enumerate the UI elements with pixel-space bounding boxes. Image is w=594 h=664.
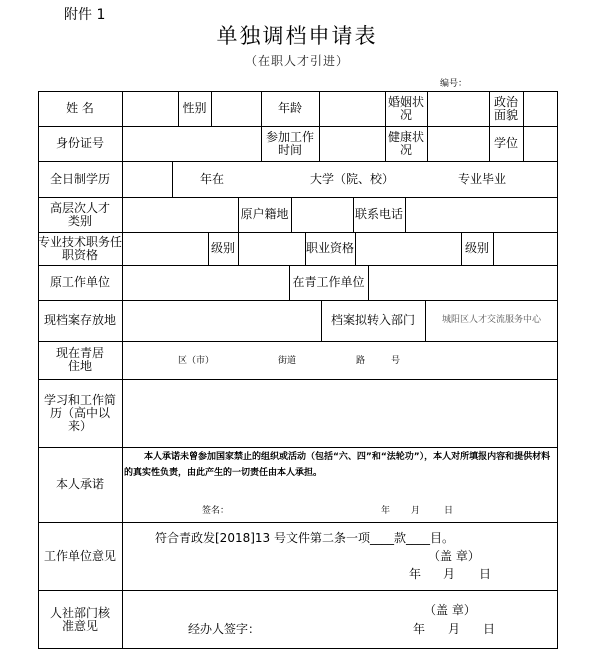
hr-month: 月 <box>448 622 461 636</box>
address-road-text: 路 <box>356 356 366 366</box>
label-tech-title: 专业技术职务任职资格 <box>38 234 123 262</box>
label-transfer-department: 档案拟转入部门 <box>330 313 415 327</box>
label-qingdao-work-unit: 在青工作单位 <box>292 275 365 289</box>
unit-year: 年 <box>409 567 422 581</box>
label-qingdao-residence: 现在青居住地 <box>55 346 104 373</box>
pledge-day: 日 <box>444 506 454 516</box>
label-political-status: 政治面貌 <box>493 94 518 122</box>
form-subtitle: （在职人才引进） <box>244 54 349 68</box>
label-age: 年龄 <box>277 101 302 115</box>
label-gender: 性别 <box>182 101 207 115</box>
label-id-number: 身份证号 <box>55 136 104 150</box>
label-original-work-unit: 原工作单位 <box>49 275 110 289</box>
attachment-label: 附件 1 <box>64 7 106 23</box>
label-work-unit-opinion: 工作单位意见 <box>43 548 116 563</box>
unit-seal-label: （盖 章） <box>428 549 480 563</box>
hr-year: 年 <box>413 622 426 636</box>
address-number-text: 号 <box>391 356 401 366</box>
label-level-1: 级别 <box>210 241 235 255</box>
label-level-2: 级别 <box>464 241 489 255</box>
hr-seal-label: （盖 章） <box>424 603 476 617</box>
label-resume: 学习和工作简历（高中以来） <box>43 392 116 433</box>
application-form <box>38 91 558 649</box>
hr-handler-sign-label: 经办人签字： <box>188 622 261 636</box>
label-health-status: 健康状况 <box>387 129 424 157</box>
unit-day: 日 <box>479 567 492 581</box>
pledge-month: 月 <box>411 506 421 516</box>
label-vocational-qualification: 职业资格 <box>305 241 354 255</box>
label-degree: 学位 <box>493 136 518 150</box>
label-pledge: 本人承诺 <box>55 477 104 491</box>
label-talent-category: 高层次人才类别 <box>49 200 110 228</box>
address-street-text: 街道 <box>278 356 297 366</box>
label-hr-opinion: 人社部门核准意见 <box>49 605 110 633</box>
label-original-hukou: 原户籍地 <box>240 207 289 221</box>
serial-number-label: 编号： <box>440 79 468 89</box>
pledge-year: 年 <box>381 506 391 516</box>
label-fulltime-education: 全日制学历 <box>49 171 110 186</box>
label-marital-status: 婚姻状况 <box>387 94 424 122</box>
transfer-department-value: 城阳区人才交流服务中心 <box>441 315 541 325</box>
label-archive-location: 现档案存放地 <box>43 313 116 327</box>
pledge-text: 本人承诺未曾参加国家禁止的组织或活动（包括“六、四”和“法轮功”），本人对所填报内容和提供材料的真实性负责，由此产生的一切责任由本人承担。 <box>124 452 551 478</box>
edu-university-text: 大学（院、校） <box>310 172 395 186</box>
unit-month: 月 <box>443 567 456 581</box>
address-district-text: 区（市） <box>178 356 215 366</box>
label-name: 姓 名 <box>66 101 94 115</box>
pledge-sign-label: 签名： <box>202 506 230 516</box>
hr-day: 日 <box>483 622 496 636</box>
unit-opinion-text: 符合青政发[2018]13 号文件第二条一项____款____目。 <box>155 531 454 545</box>
label-contact-phone: 联系电话 <box>354 207 403 221</box>
label-work-start-time: 参加工作时间 <box>265 129 314 157</box>
edu-major-text: 专业毕业 <box>458 172 507 186</box>
form-title: 单独调档申请表 <box>216 24 378 48</box>
edu-year-text: 年在 <box>200 172 225 186</box>
